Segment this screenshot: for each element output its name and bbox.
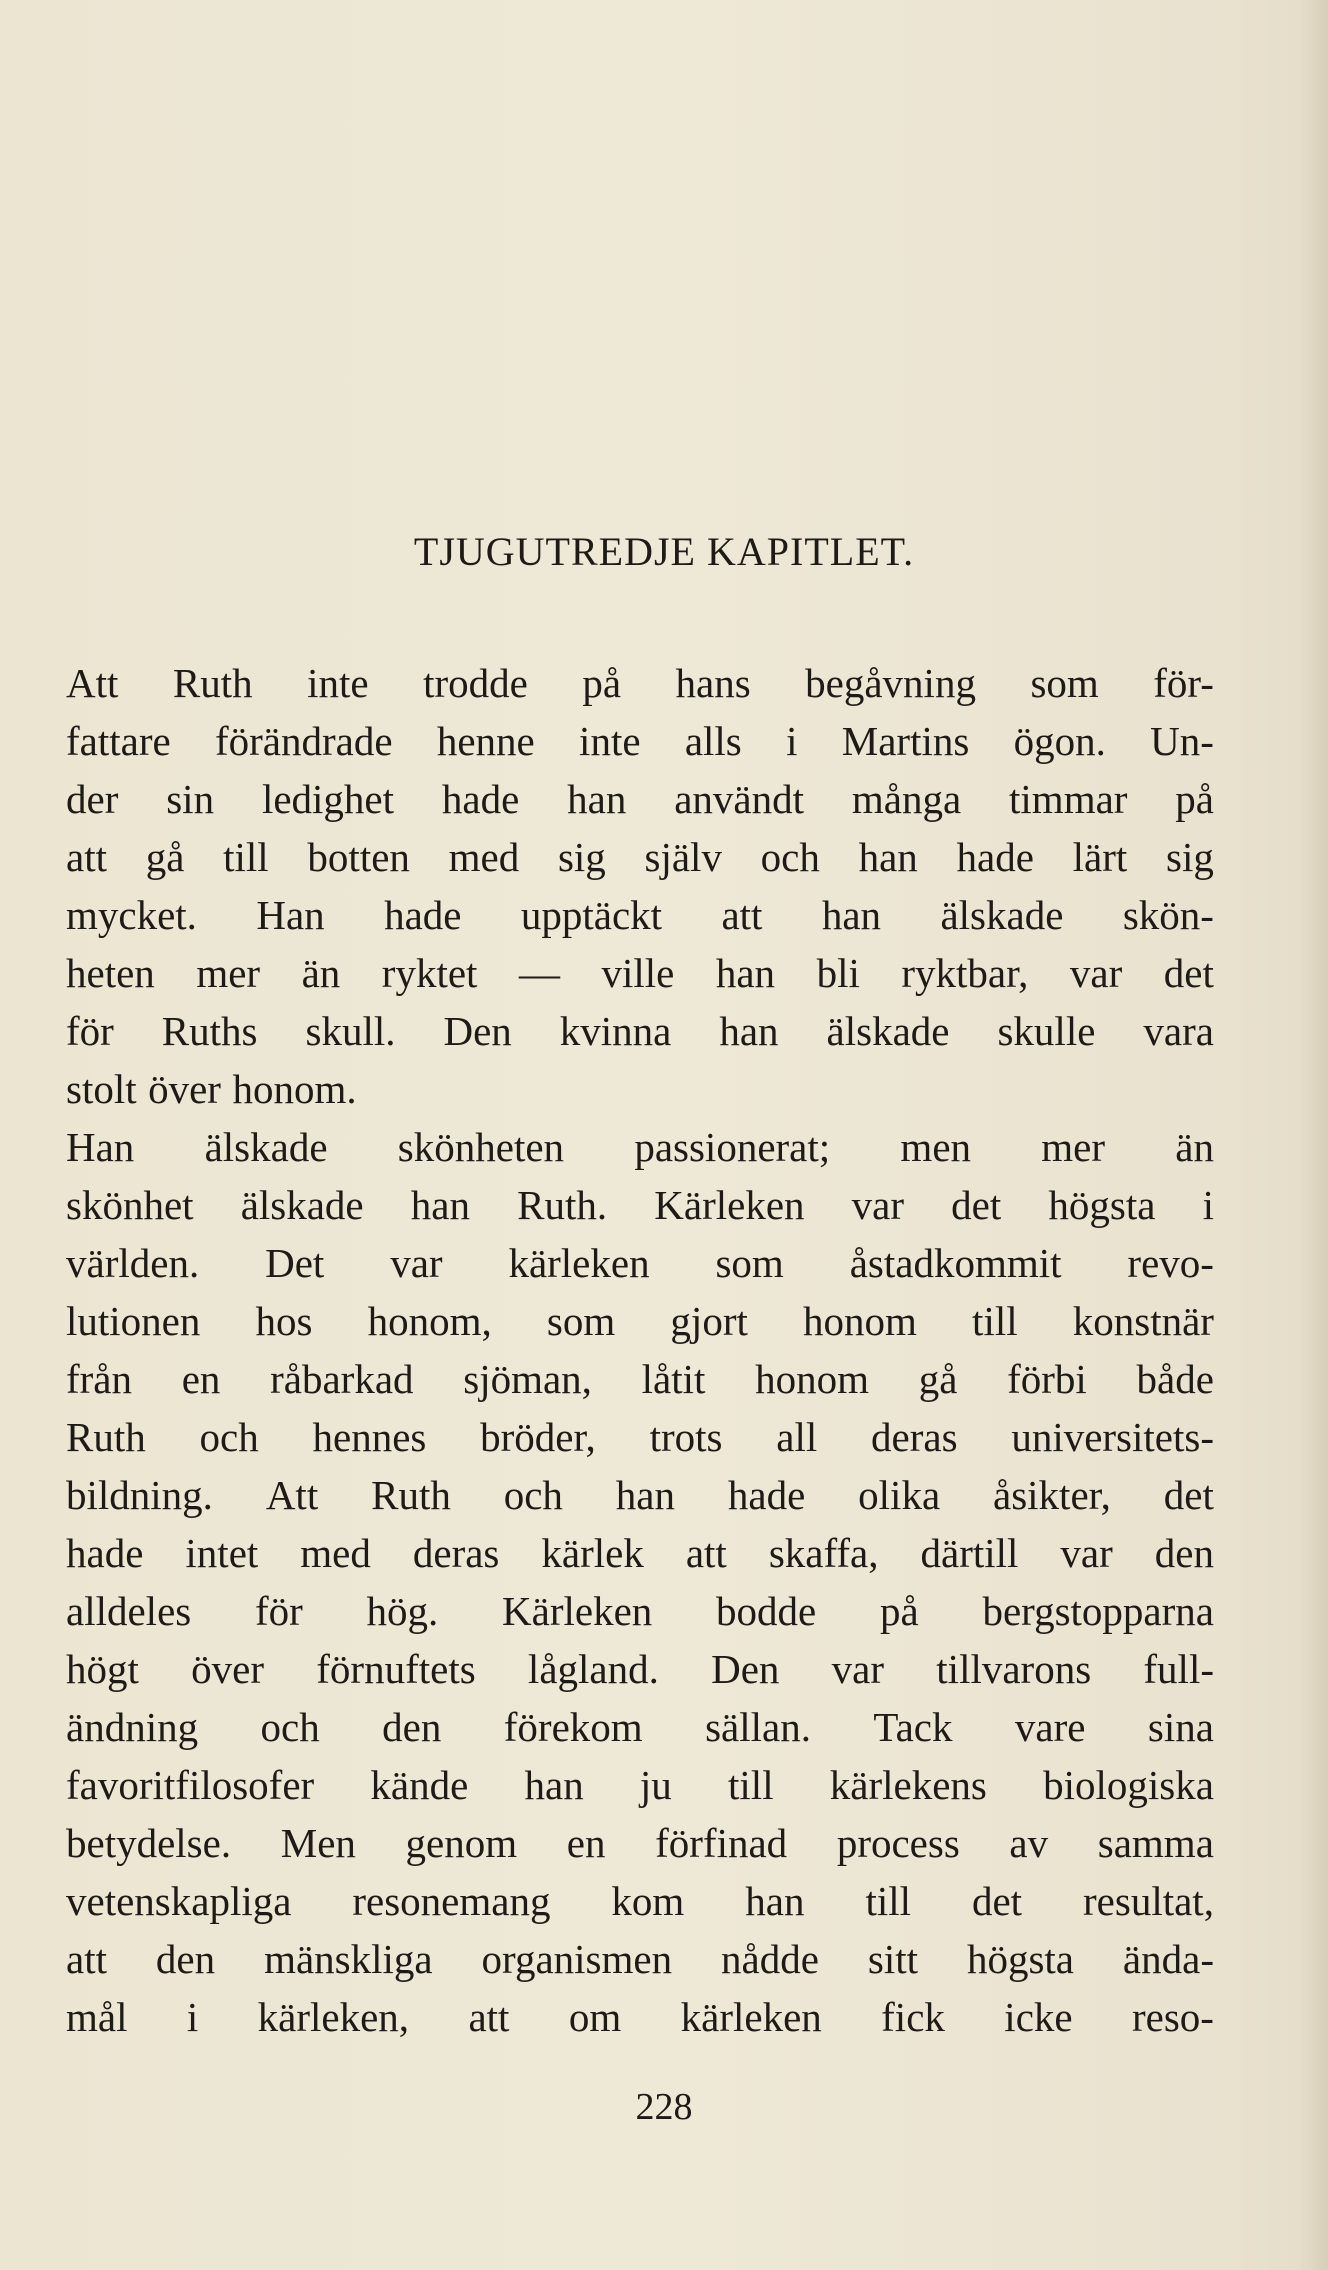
word: av xyxy=(1009,1820,1049,1866)
text-line xyxy=(66,712,1214,770)
word: förbi xyxy=(1007,1356,1087,1402)
word: ledighet xyxy=(261,776,395,822)
word: högt xyxy=(66,1646,139,1692)
word: ryktet xyxy=(381,950,478,996)
word: den xyxy=(1154,1530,1214,1576)
word: det xyxy=(951,1182,1002,1228)
text-line xyxy=(66,1002,1214,1060)
word: på xyxy=(880,1588,919,1634)
word: Ruth xyxy=(371,1472,451,1518)
word: i xyxy=(1202,1182,1214,1228)
word: intet xyxy=(185,1530,259,1576)
word: bergstopparna xyxy=(982,1588,1214,1634)
text-line xyxy=(66,1292,1214,1350)
word: Martins xyxy=(841,718,970,764)
word: än xyxy=(1175,1124,1214,1170)
word: högsta xyxy=(1048,1182,1156,1228)
word: kände xyxy=(370,1762,469,1808)
text-line xyxy=(66,1060,1214,1118)
word: Han xyxy=(256,892,325,938)
word: kvinna xyxy=(559,1008,672,1054)
text-line xyxy=(66,1756,1214,1814)
word: resultat, xyxy=(1083,1878,1214,1924)
word: icke xyxy=(1004,1994,1073,2040)
word: Kärleken xyxy=(654,1182,805,1228)
word: sig xyxy=(557,834,606,880)
word: gjort xyxy=(670,1298,748,1344)
word: låtit xyxy=(641,1356,706,1402)
word: mer xyxy=(196,950,261,996)
word: honom. xyxy=(232,1066,357,1112)
word: råbarkad xyxy=(270,1356,414,1402)
word: sällan. xyxy=(705,1704,811,1750)
word: hade xyxy=(66,1530,144,1576)
word: både xyxy=(1136,1356,1214,1402)
word: genom xyxy=(405,1820,518,1866)
word: nådde xyxy=(721,1936,819,1982)
word: lärt xyxy=(1072,834,1128,880)
word: men xyxy=(900,1124,972,1170)
word: sin xyxy=(166,776,215,822)
word: universitets- xyxy=(1011,1414,1214,1460)
word: var xyxy=(851,1182,905,1228)
word: bodde xyxy=(716,1588,817,1634)
word: Att xyxy=(265,1472,319,1518)
word: der xyxy=(66,776,119,822)
word: Den xyxy=(711,1646,780,1692)
word: som xyxy=(715,1240,784,1286)
word: Un- xyxy=(1150,718,1214,764)
word: fattare xyxy=(66,718,171,764)
text-line xyxy=(66,1176,1214,1234)
word: en xyxy=(181,1356,221,1402)
word: för xyxy=(254,1588,303,1634)
word: till xyxy=(223,834,269,880)
word: all xyxy=(776,1414,818,1460)
word: kärlekens xyxy=(829,1762,987,1808)
word: kärlek xyxy=(541,1530,644,1576)
text-line xyxy=(66,1698,1214,1756)
word: hade xyxy=(956,834,1034,880)
word: sjöman, xyxy=(463,1356,592,1402)
word: användt xyxy=(674,776,804,822)
word: över xyxy=(191,1646,265,1692)
word: Tack xyxy=(873,1704,953,1750)
word: som xyxy=(1030,660,1099,706)
word: sitt xyxy=(867,1936,918,1982)
word: bildning. xyxy=(66,1472,213,1518)
word: var xyxy=(390,1240,443,1286)
word: botten xyxy=(307,834,410,880)
word: process xyxy=(836,1820,960,1866)
word: passionerat; xyxy=(634,1124,831,1170)
word: heten xyxy=(66,950,155,996)
text-line xyxy=(66,654,1214,712)
word: Ruth xyxy=(66,1414,146,1460)
word: vara xyxy=(1143,1008,1214,1054)
word: den xyxy=(382,1704,442,1750)
word: det xyxy=(1163,950,1214,996)
word: på xyxy=(1175,776,1214,822)
word: hans xyxy=(675,660,751,706)
word: — xyxy=(518,950,560,996)
word: högsta xyxy=(966,1936,1074,1982)
word: älskade xyxy=(940,892,1064,938)
word: kärleken xyxy=(508,1240,650,1286)
word: hade xyxy=(441,776,520,822)
word: fick xyxy=(881,1994,945,2040)
word: älskade xyxy=(240,1182,364,1228)
word: han xyxy=(715,950,776,996)
word: biologiska xyxy=(1043,1762,1214,1808)
word: skulle xyxy=(997,1008,1096,1054)
word: han xyxy=(615,1472,675,1518)
word: hos xyxy=(255,1298,313,1344)
word: i xyxy=(786,718,798,764)
word: över xyxy=(148,1066,221,1112)
word: deras xyxy=(871,1414,958,1460)
word: trots xyxy=(649,1414,723,1460)
word: förfinad xyxy=(655,1820,788,1866)
word: att xyxy=(685,1530,727,1576)
word: hennes xyxy=(312,1414,427,1460)
word: Ruth. xyxy=(517,1182,608,1228)
text-line xyxy=(66,886,1214,944)
text-line xyxy=(66,944,1214,1002)
word: han xyxy=(858,834,918,880)
word: betydelse. xyxy=(66,1820,232,1866)
word: ändning xyxy=(66,1704,199,1750)
word: favoritfilosofer xyxy=(66,1762,315,1808)
word: organismen xyxy=(481,1936,673,1982)
word: var xyxy=(831,1646,885,1692)
word: han xyxy=(745,1878,805,1924)
word: och xyxy=(760,834,820,880)
word: revo- xyxy=(1127,1240,1214,1286)
word: och xyxy=(260,1704,320,1750)
word: timmar xyxy=(1009,776,1128,822)
text-line xyxy=(66,770,1214,828)
text-line xyxy=(66,1814,1214,1872)
word: stolt xyxy=(66,1066,137,1112)
text-line xyxy=(66,1234,1214,1292)
word: gå xyxy=(918,1356,958,1402)
word: för xyxy=(66,1008,114,1054)
word: hög. xyxy=(366,1588,439,1634)
text-line xyxy=(66,1408,1214,1466)
word: det xyxy=(971,1878,1023,1924)
word: reso- xyxy=(1131,1994,1214,2040)
word: förändrade xyxy=(214,718,393,764)
text-line xyxy=(66,1930,1214,1988)
word: kom xyxy=(611,1878,685,1924)
word: med xyxy=(448,834,520,880)
text-line xyxy=(66,1582,1214,1640)
text-line xyxy=(66,1524,1214,1582)
word: åsikter, xyxy=(993,1472,1111,1518)
text-line xyxy=(66,1466,1214,1524)
word: vare xyxy=(1014,1704,1086,1750)
word: sig xyxy=(1166,834,1214,880)
word: begåvning xyxy=(805,660,976,706)
word: tillvarons xyxy=(936,1646,1092,1692)
word: bli xyxy=(816,950,860,996)
word: skull. xyxy=(305,1008,396,1054)
word: han xyxy=(410,1182,470,1228)
word: resonemang xyxy=(352,1878,551,1924)
word: Men xyxy=(280,1820,356,1866)
word: deras xyxy=(412,1530,500,1576)
word: från xyxy=(66,1356,133,1402)
word: sina xyxy=(1147,1704,1214,1750)
word: skönhet xyxy=(66,1182,194,1228)
word: ryktbar, xyxy=(901,950,1029,996)
word: konstnär xyxy=(1072,1298,1214,1344)
word: till xyxy=(865,1878,912,1924)
word: många xyxy=(851,776,962,822)
word: var xyxy=(1060,1530,1113,1576)
word: skaffa, xyxy=(768,1530,879,1576)
word: Den xyxy=(443,1008,512,1054)
word: Han xyxy=(66,1124,135,1170)
word: älskade xyxy=(826,1008,950,1054)
word: trodde xyxy=(423,660,528,706)
word: och xyxy=(503,1472,563,1518)
word: mer xyxy=(1041,1124,1106,1170)
word: hade xyxy=(727,1472,806,1518)
word: samma xyxy=(1097,1820,1214,1866)
word: att xyxy=(66,834,107,880)
word: än xyxy=(301,950,341,996)
word: att xyxy=(66,1936,107,1982)
word: om xyxy=(568,1994,622,2040)
word: ögon. xyxy=(1013,718,1106,764)
word: och xyxy=(199,1414,259,1460)
word: förnuftets xyxy=(316,1646,476,1692)
word: för- xyxy=(1153,660,1214,706)
word: han xyxy=(719,1008,779,1054)
word: han xyxy=(821,892,882,938)
word: lågland. xyxy=(527,1646,659,1692)
text-line xyxy=(66,1872,1214,1930)
word: med xyxy=(300,1530,371,1576)
word: världen. xyxy=(66,1240,200,1286)
word: ända- xyxy=(1122,1936,1214,1982)
text-line xyxy=(66,1988,1214,2046)
word: ville xyxy=(601,950,675,996)
word: förekom xyxy=(503,1704,643,1750)
chapter-title: TJUGUTREDJE KAPITLET. xyxy=(413,529,915,574)
word: mänskliga xyxy=(264,1936,433,1982)
word: Ruth xyxy=(172,660,253,706)
word: älskade xyxy=(204,1124,328,1170)
word: bröder, xyxy=(480,1414,596,1460)
word: honom, xyxy=(367,1298,492,1344)
word: kärleken, xyxy=(257,1994,410,2040)
word: olika xyxy=(858,1472,941,1518)
word: det xyxy=(1163,1472,1214,1518)
word: han xyxy=(524,1762,584,1808)
body-text xyxy=(66,654,1214,2046)
word: henne xyxy=(436,718,535,764)
word: Ruths xyxy=(161,1008,258,1054)
word: kärleken xyxy=(680,1994,822,2040)
word: var xyxy=(1069,950,1123,996)
word: upptäckt xyxy=(520,892,663,938)
word: ju xyxy=(639,1762,672,1808)
word: gå xyxy=(145,834,185,880)
word: lutionen xyxy=(66,1298,201,1344)
word: vetenskapliga xyxy=(66,1878,292,1924)
word: skönheten xyxy=(397,1124,565,1170)
word: i xyxy=(186,1994,199,2040)
word: själv xyxy=(644,834,722,880)
word: honom xyxy=(755,1356,869,1402)
word: Det xyxy=(265,1240,325,1286)
word: alldeles xyxy=(66,1588,192,1634)
word: åstadkommit xyxy=(849,1240,1062,1286)
text-line xyxy=(66,1640,1214,1698)
word: att xyxy=(721,892,763,938)
word: den xyxy=(155,1936,216,1982)
word: på xyxy=(582,660,622,706)
word: honom xyxy=(803,1298,917,1344)
word: därtill xyxy=(920,1530,1019,1576)
word: mycket. xyxy=(66,892,197,938)
word: att xyxy=(468,1994,510,2040)
text-line xyxy=(66,1350,1214,1408)
word: skön- xyxy=(1122,892,1214,938)
text-line xyxy=(66,1118,1214,1176)
word: full- xyxy=(1143,1646,1214,1692)
page-number: 228 xyxy=(635,2086,693,2128)
word: till xyxy=(972,1298,1018,1344)
text-line xyxy=(66,828,1214,886)
word: Kärleken xyxy=(502,1588,653,1634)
word: inte xyxy=(579,718,641,764)
word: han xyxy=(567,776,627,822)
word: alls xyxy=(684,718,742,764)
word: till xyxy=(728,1762,774,1808)
word: hade xyxy=(384,892,462,938)
page-edge-shadow xyxy=(1300,0,1328,2270)
word: mål xyxy=(66,1994,128,2040)
word: inte xyxy=(307,660,369,706)
word: en xyxy=(566,1820,606,1866)
word: Att xyxy=(66,660,119,706)
word: som xyxy=(546,1298,616,1344)
